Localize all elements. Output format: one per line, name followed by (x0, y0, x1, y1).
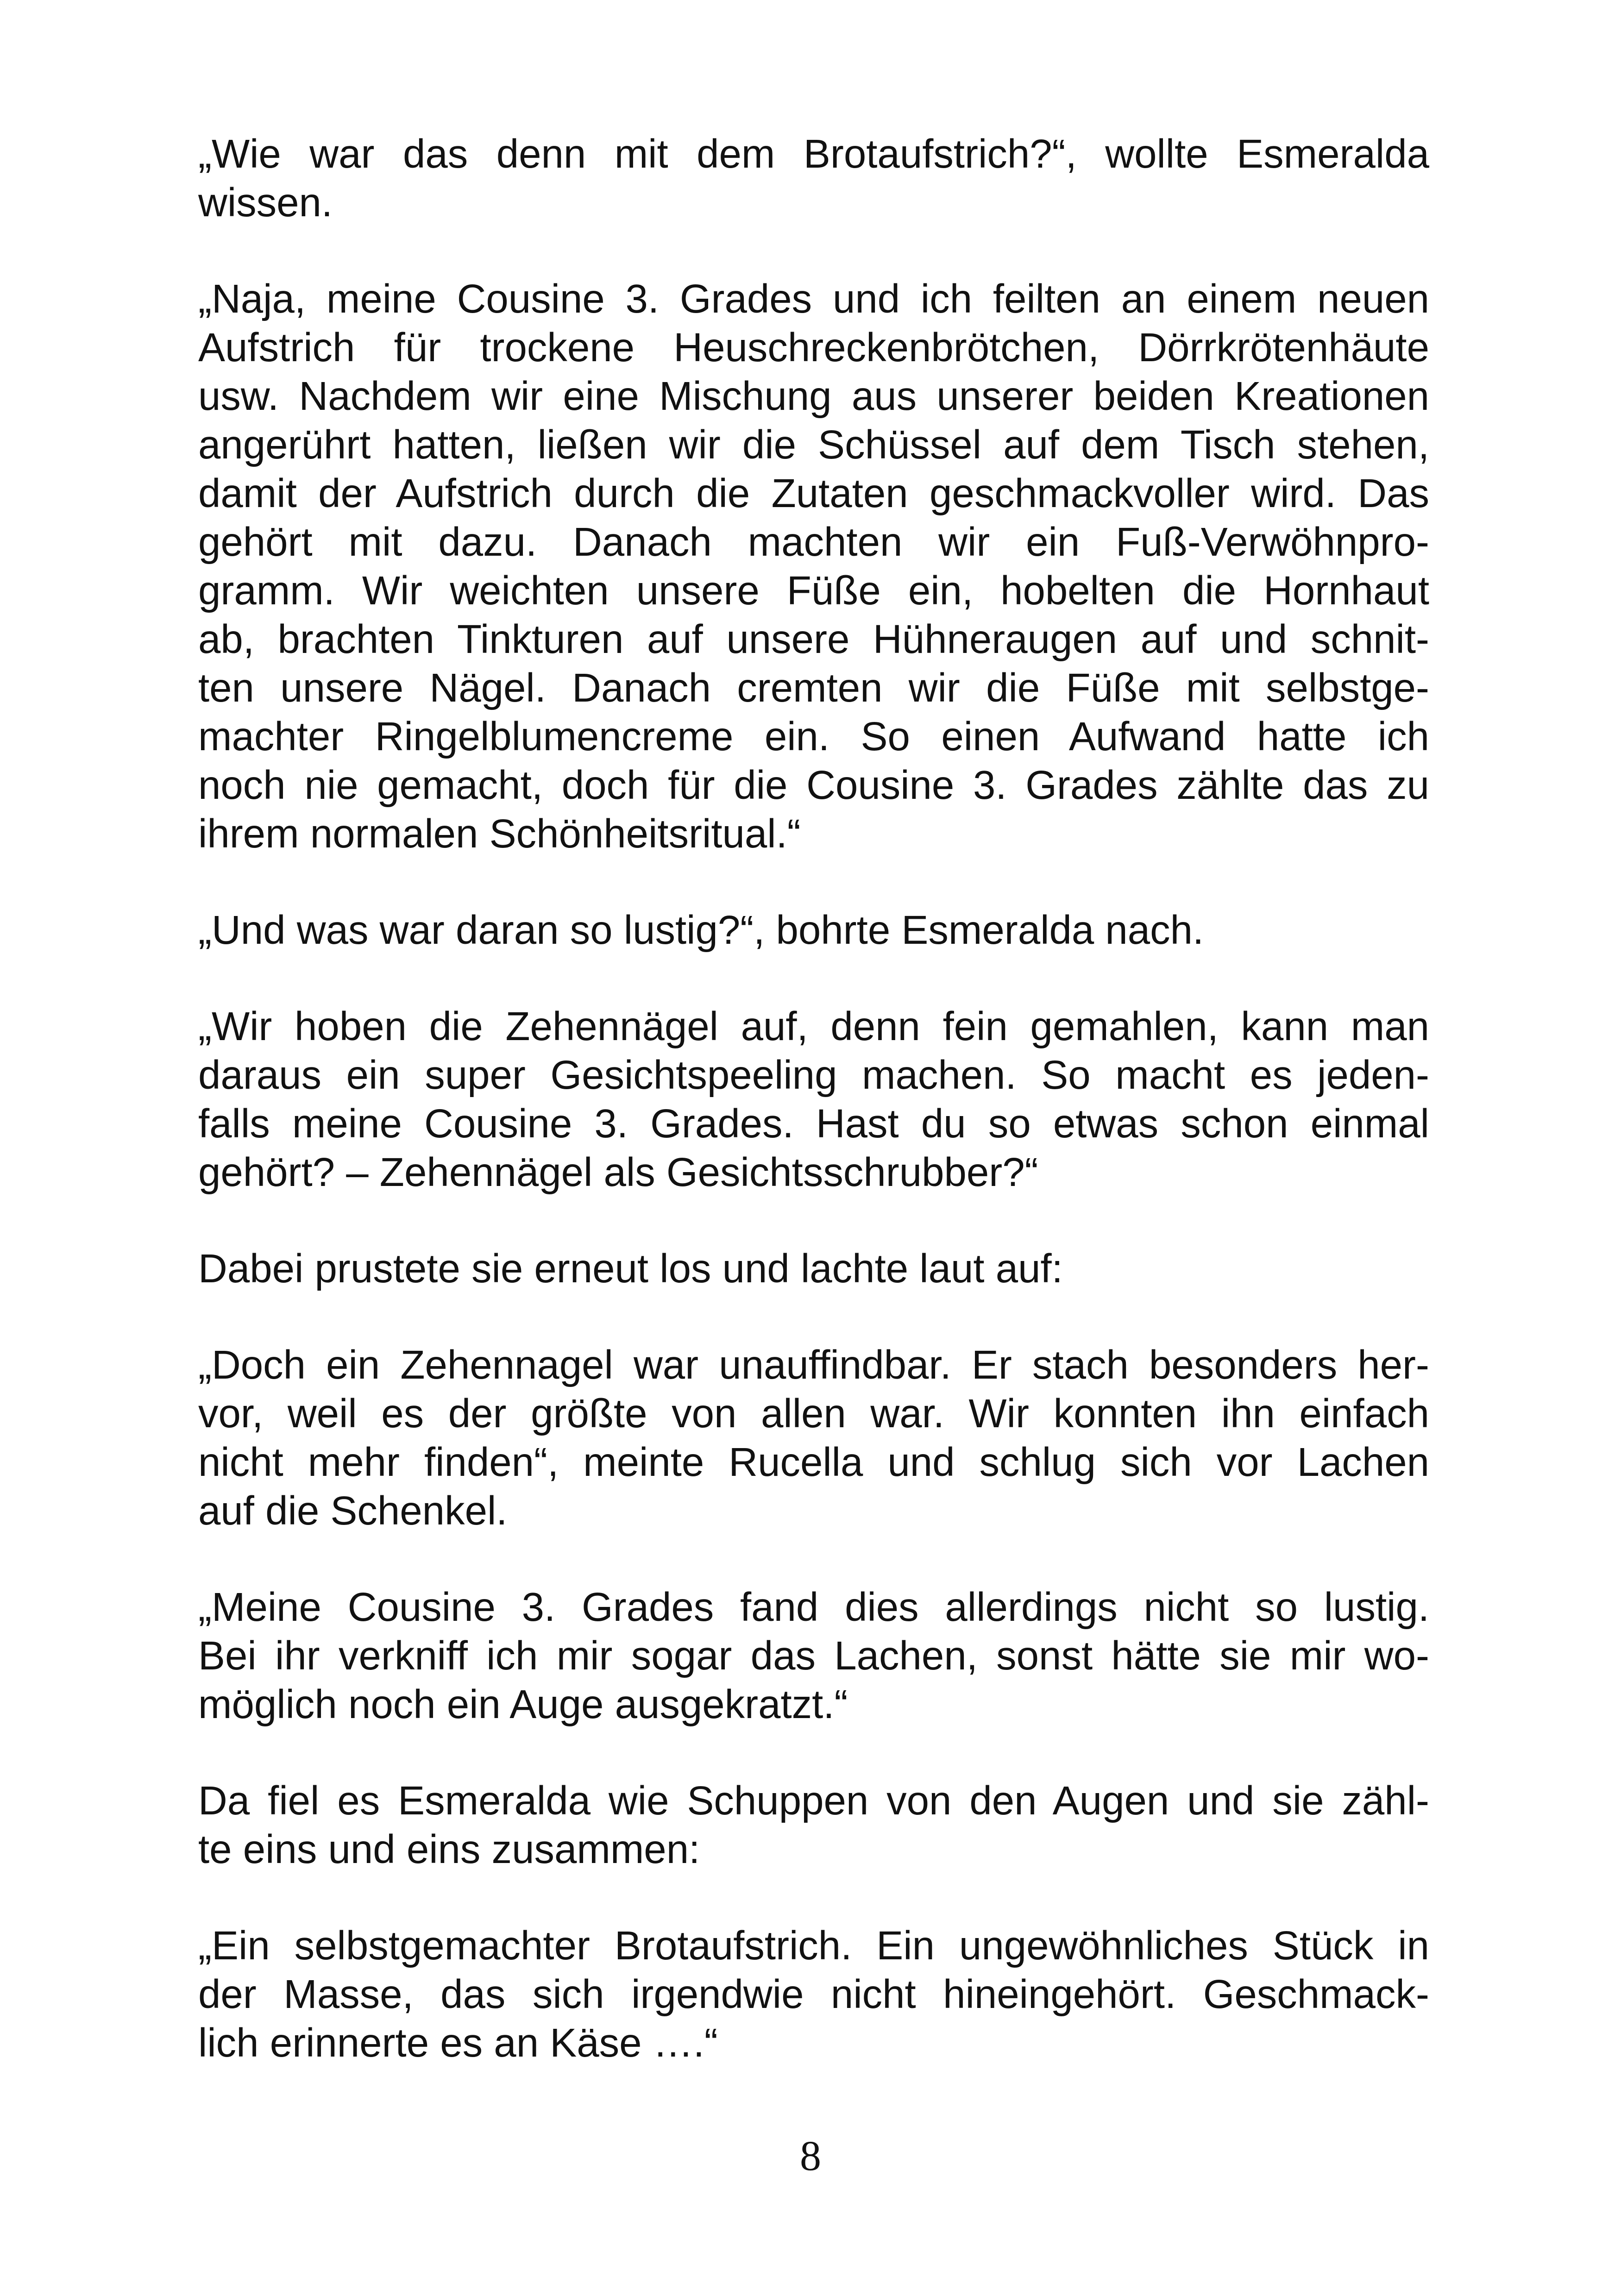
text-line: Aufstrich für trockene Heuschreckenbrötchen, Dörrkrötenhäute (198, 325, 1429, 370)
text-line: Da fiel es Esmeralda wie Schuppen von den Augen und sie zähl- (198, 1778, 1429, 1823)
text-line: falls meine Cousine 3. Grades. Hast du so etwas schon einmal (198, 1101, 1429, 1146)
text-line: „Doch ein Zehennagel war unauffindbar. Er stach besonders her- (198, 1342, 1429, 1387)
text-line: ab, brachten Tinkturen auf unsere Hühneraugen auf und schnit- (198, 617, 1429, 662)
text-line: noch nie gemacht, doch für die Cousine 3. Grades zählte das zu (198, 763, 1429, 808)
paragraph (198, 1002, 1429, 1197)
text-line: gramm. Wir weichten unsere Füße ein, hobelten die Hornhaut (198, 568, 1429, 613)
text-line: der Masse, das sich irgendwie nicht hineingehört. Geschmack- (198, 1972, 1429, 2017)
paragraph (198, 275, 1429, 858)
text-line: „Meine Cousine 3. Grades fand dies allerdings nicht so lustig. (198, 1585, 1429, 1630)
text-line: „Naja, meine Cousine 3. Grades und ich feilten an einem neuen (198, 276, 1429, 321)
text-line: Dabei prustete sie erneut los und lachte laut auf: (198, 1246, 1063, 1291)
text-line: damit der Aufstrich durch die Zutaten geschmackvoller wird. Das (198, 471, 1429, 516)
page-number: 8 (800, 2132, 821, 2179)
text-line: Bei ihr verkniff ich mir sogar das Lachen, sonst hätte sie mir wo- (198, 1633, 1429, 1678)
text-line: „Wie war das denn mit dem Brotaufstrich?“, wollte Esmeralda (198, 132, 1429, 176)
text-line: „Ein selbstgemachter Brotaufstrich. Ein ungewöhnliches Stück in (198, 1923, 1429, 1968)
paragraph (198, 1776, 1429, 1874)
text-line: usw. Nachdem wir eine Mischung aus unserer beiden Kreationen (198, 374, 1429, 419)
text-line: lich erinnerte es an Käse ….“ (198, 2020, 718, 2065)
text-line: auf die Schenkel. (198, 1488, 508, 1533)
paragraph (198, 130, 1429, 227)
text-line: gehört mit dazu. Danach machten wir ein Fuß-Verwöhnpro- (198, 520, 1429, 565)
text-line: möglich noch ein Auge ausgekratzt.“ (198, 1682, 848, 1727)
text-line: „Wir hoben die Zehennägel auf, denn fein gemahlen, kann man (198, 1004, 1429, 1049)
text-line: ihrem normalen Schönheitsritual.“ (198, 811, 801, 856)
paragraph (198, 1244, 1429, 1293)
text-line: daraus ein super Gesichtspeeling machen. So macht es jeden- (198, 1053, 1429, 1098)
text-line: vor, weil es der größte von allen war. Wir konnten ihn einfach (198, 1391, 1429, 1436)
paragraph (198, 1341, 1429, 1535)
paragraph (198, 906, 1429, 954)
text-line: ten unsere Nägel. Danach cremten wir die Füße mit selbstge- (198, 665, 1429, 710)
paragraph (198, 1921, 1429, 2067)
paragraph (198, 1583, 1429, 1729)
text-line: wissen. (198, 180, 333, 225)
text-line: machter Ringelblumencreme ein. So einen Aufwand hatte ich (198, 714, 1429, 759)
text-line: angerührt hatten, ließen wir die Schüssel auf dem Tisch stehen, (198, 422, 1429, 467)
body-text (198, 130, 1429, 2115)
text-line: gehört? – Zehennägel als Gesichtsschrubber?“ (198, 1150, 1038, 1195)
text-line: nicht mehr finden“, meinte Rucella und schlug sich vor Lachen (198, 1440, 1429, 1485)
text-line: te eins und eins zusammen: (198, 1827, 700, 1872)
text-line: „Und was war daran so lustig?“, bohrte Esmeralda nach. (198, 908, 1204, 953)
